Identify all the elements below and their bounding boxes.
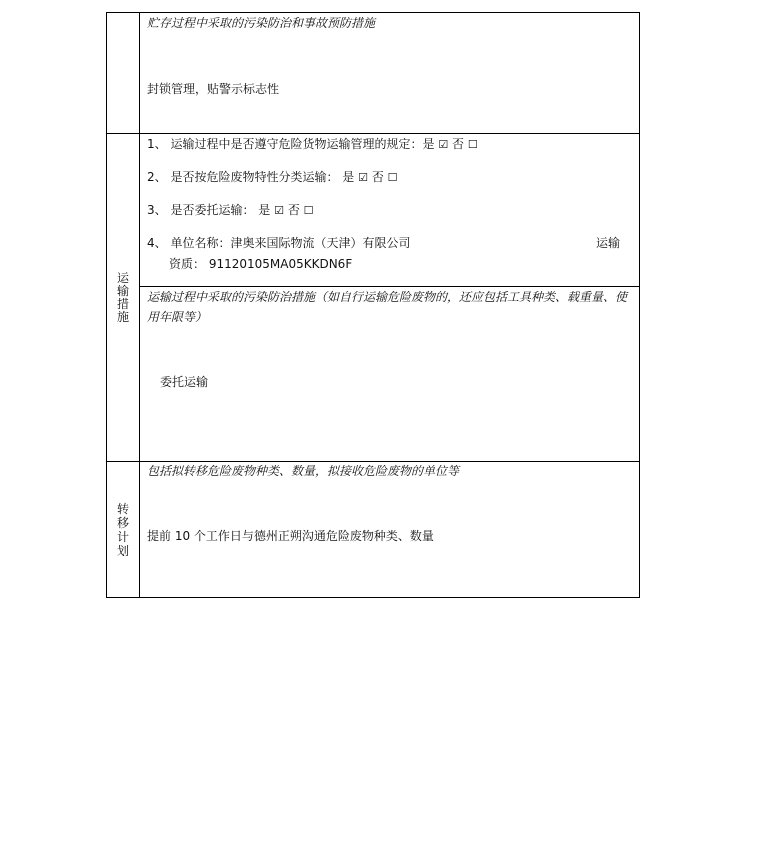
q3-yes-checkbox[interactable]: ☑	[274, 204, 284, 217]
q4-number: 4、	[147, 236, 167, 250]
form-table	[106, 12, 640, 598]
q3-no-checkbox[interactable]: ☐	[303, 204, 314, 217]
q4-tail: 运输	[596, 236, 621, 250]
question-3	[147, 202, 314, 219]
q1-text: 运输过程中是否遵守危险货物运输管理的规定：是	[170, 137, 435, 151]
transfer-content: 提前 10 个工作日与德州正朔沟通危险废物种类、数量	[147, 529, 434, 543]
transport-label-text: 运输措施	[117, 270, 130, 324]
question-1	[147, 136, 478, 153]
transfer-cell	[140, 462, 640, 598]
q1-no-label: 否	[452, 137, 465, 151]
q2-text: 是否按危险废物特性分类运输： 是	[170, 170, 355, 184]
q3-number: 3、	[147, 203, 167, 217]
q2-number: 2、	[147, 170, 167, 184]
q2-yes-checkbox[interactable]: ☑	[358, 171, 368, 184]
transport-measures-row	[107, 287, 640, 462]
question-4	[147, 235, 410, 251]
transfer-label-text: 转移计划	[117, 501, 130, 558]
transport-measures-heading: 运输过程中采取的污染防治措施（如自行运输危险废物的，还应包括工具种类、载重量、使用年限等）	[147, 290, 628, 324]
transport-questions-cell	[140, 134, 640, 287]
storage-content: 封锁管理，贴警示标志性	[147, 82, 280, 96]
q1-number: 1、	[147, 137, 167, 151]
storage-row	[107, 13, 640, 134]
transport-measures-cell	[140, 287, 640, 462]
q4-qualification: 资质： 91120105MA05KKDN6F	[169, 257, 353, 271]
storage-cell	[140, 13, 640, 134]
q1-yes-checkbox[interactable]: ☑	[438, 138, 449, 151]
transport-measures-content: 委托运输	[160, 375, 209, 389]
q4-text: 单位名称：津奥来国际物流（天津）有限公司	[170, 236, 411, 250]
transport-label	[107, 134, 140, 462]
question-2	[147, 169, 398, 186]
transfer-heading: 包括拟转移危险废物种类、数量，拟接收危险废物的单位等	[147, 464, 460, 478]
storage-heading: 贮存过程中采取的污染防治和事故预防措施	[147, 16, 376, 30]
transfer-row	[107, 462, 640, 598]
q1-no-checkbox[interactable]: ☐	[467, 138, 478, 151]
q2-no-label: 否	[371, 170, 384, 184]
q3-text: 是否委托运输： 是	[170, 203, 271, 217]
transfer-label	[107, 462, 140, 598]
storage-label-cell	[107, 13, 140, 134]
q2-no-checkbox[interactable]: ☐	[387, 171, 398, 184]
q3-no-label: 否	[287, 203, 300, 217]
transport-questions-row	[107, 134, 640, 287]
